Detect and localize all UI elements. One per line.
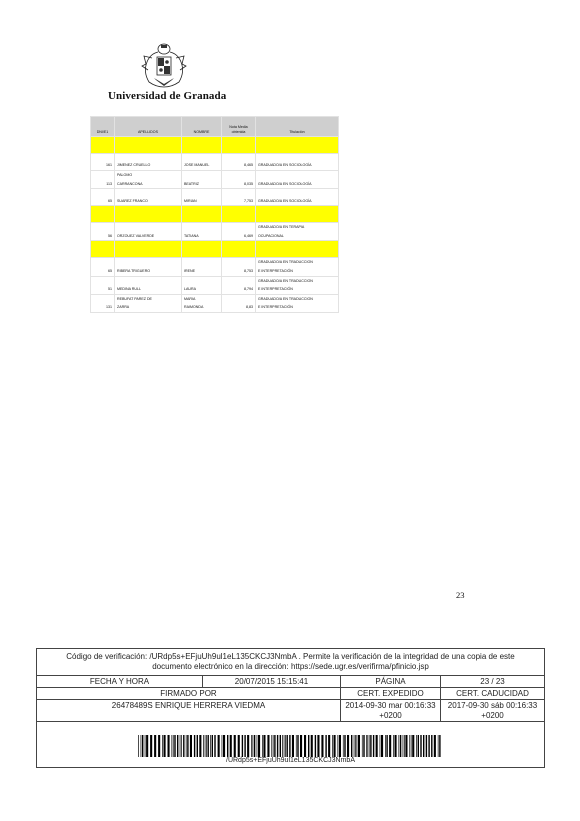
barcode-bar [199, 735, 201, 757]
barcode-bar [168, 735, 170, 757]
cell-titulacion [256, 241, 339, 258]
cell-titulacion-line: GRADUADO/A EN SOCIOLOGÍA [258, 198, 312, 203]
barcode-bar [354, 735, 355, 757]
barcode-bar [438, 735, 439, 757]
barcode-bar [186, 735, 187, 757]
col-nota: Nota Media obtenida [222, 117, 256, 137]
barcode-bar [247, 735, 249, 757]
barcode-bar [409, 735, 410, 757]
barcode-bar [280, 735, 281, 757]
cell-nombre-line: IRENE [184, 268, 195, 273]
barcode-bar [420, 735, 421, 757]
barcode-bar [343, 735, 344, 757]
expedido-value: 2014-09-30 mar 00:16:33 +0200 [341, 700, 441, 722]
barcode-bar [197, 735, 198, 757]
cell-apellidos-line: REBUFAT PAREZ DE [117, 296, 152, 301]
barcode-bar [380, 735, 381, 757]
barcode-bar [187, 735, 188, 757]
cell-apellidos [115, 189, 182, 206]
barcode-bar [321, 735, 323, 757]
cell-titulacion-line: GRADUADO/A EN SOCIOLOGÍA [258, 163, 312, 168]
barcode-bar [203, 735, 204, 757]
barcode-bar [274, 735, 275, 757]
barcode-bar [206, 735, 207, 757]
barcode-bar [181, 735, 182, 757]
barcode-bar [366, 735, 367, 757]
barcode-bar [282, 735, 283, 757]
barcode-bar [400, 735, 401, 757]
highlight-row [91, 241, 339, 258]
cell-nombre-line: TATIANA [184, 233, 199, 238]
cell-apellidos [115, 276, 182, 294]
cell-titulacion-line: E INTERPRETACIÓN [258, 305, 293, 310]
barcode-bar [138, 735, 139, 757]
barcode-bar [180, 735, 181, 757]
barcode-bar [234, 735, 236, 757]
cell-apellidos-line: SUAREZ FRANCO [117, 198, 148, 203]
barcode-bar [389, 735, 391, 757]
cell-nota [222, 258, 256, 276]
barcode-caption: /URdp5s+EFjuUh9ul1eL135CKCJ3NmbA [226, 757, 355, 764]
barcode-bar [362, 735, 363, 757]
cell-nota [222, 223, 256, 241]
barcode-bar [373, 735, 374, 757]
barcode-bar [227, 735, 228, 757]
barcode-bar [405, 735, 407, 757]
barcode-bar [271, 735, 272, 757]
barcode-bar [289, 735, 290, 757]
university-crest-logo [138, 40, 190, 90]
cell-apellidos-line: RIBERA TRIGUERO [117, 268, 151, 273]
barcode-bar [253, 735, 254, 757]
cell-nota-line: 6,469 [244, 233, 253, 238]
barcode-bar [262, 735, 263, 757]
barcode-bar [190, 735, 192, 757]
barcode-bar [251, 735, 252, 757]
cell-nombre [182, 258, 222, 276]
col-titulacion: Titulación [256, 117, 339, 137]
barcode-bar [222, 735, 223, 757]
verification-line-1: Código de verificación: /URdp5s+EFjuUh9ul1eL135CKCJ3NmbA . Permite la verificación de la integridad de una copia de este [66, 652, 515, 661]
barcode-bar [277, 735, 278, 757]
barcode-bar [339, 735, 341, 757]
barcode-bar [141, 735, 142, 757]
cell-nombre [182, 223, 222, 241]
cell-titulacion-line: OCUPACIONAL [258, 233, 284, 238]
barcode-bar [317, 735, 319, 757]
barcode-bar [385, 735, 386, 757]
barcode-bar [287, 735, 288, 757]
cell-dni [91, 137, 115, 154]
cell-apellidos [115, 241, 182, 258]
barcode-bar [411, 735, 412, 757]
barcode-bar [257, 735, 258, 757]
barcode-bar [404, 735, 405, 757]
pagina-value: 23 / 23 [441, 676, 544, 688]
barcode-bar [426, 735, 427, 757]
barcode-bar [399, 735, 400, 757]
barcode-bar [357, 735, 358, 757]
barcode-bar [162, 735, 163, 757]
cell-dni [91, 189, 115, 206]
cell-nota-line: 7,753 [244, 198, 253, 203]
barcode-bar [428, 735, 429, 757]
barcode-bar [267, 735, 269, 757]
barcode-bar [347, 735, 349, 757]
cell-nota [222, 206, 256, 223]
barcode-bar [292, 735, 294, 757]
fecha-label: FECHA Y HORA [37, 676, 203, 688]
barcode-bar [164, 735, 166, 757]
barcode-bar [395, 735, 397, 757]
cell-nota [222, 137, 256, 154]
cell-nota [222, 189, 256, 206]
cell-titulacion [256, 223, 339, 241]
cell-titulacion-line: E INTERPRETACIÓN [258, 287, 293, 292]
cell-titulacion-line: GRADUADO/A EN SOCIOLOGÍA [258, 181, 312, 186]
barcode-bar [328, 735, 330, 757]
cell-nota-line: 8,753 [244, 268, 253, 273]
barcode-bar [418, 735, 419, 757]
barcode-bar [296, 735, 297, 757]
barcode-bar [355, 735, 356, 757]
cell-dni-line: 65 [108, 198, 112, 203]
barcode-bar [332, 735, 333, 757]
barcode-bar [315, 735, 316, 757]
cell-nota [222, 171, 256, 189]
highlight-row [91, 206, 339, 223]
col-nombre: NOMBRE [182, 117, 222, 137]
barcode-bar [254, 735, 255, 757]
cell-nombre [182, 276, 222, 294]
barcode-bar [367, 735, 368, 757]
results-table [90, 116, 339, 313]
cell-dni [91, 241, 115, 258]
barcode-bar [439, 735, 440, 757]
expedido-label: CERT. EXPEDIDO [341, 688, 441, 700]
cell-titulacion [256, 171, 339, 189]
col-dni: DNI/E1 [91, 117, 115, 137]
caducidad-value: 2017-09-30 sáb 00:16:33 +0200 [441, 700, 544, 722]
barcode-bar [300, 735, 302, 757]
cell-titulacion-line: GRADUADO/A EN TRADUCCION [258, 296, 313, 301]
cell-titulacion [256, 206, 339, 223]
cell-nombre [182, 241, 222, 258]
cell-dni-line: 161 [106, 163, 112, 168]
cell-dni [91, 258, 115, 276]
caducidad-label: CERT. CADUCIDAD [441, 688, 544, 700]
page-number: 23 [456, 590, 465, 600]
barcode-bar [145, 735, 146, 757]
cell-titulacion [256, 276, 339, 294]
cell-nombre [182, 154, 222, 171]
barcode-bar [393, 735, 394, 757]
barcode-bar [412, 735, 414, 757]
cell-nota-line: 8,794 [244, 287, 253, 292]
cell-nombre-line: MIRIAN [184, 198, 197, 203]
barcode-bar [172, 735, 173, 757]
cell-nombre-line: JOSE MANUEL [184, 163, 210, 168]
cell-dni-line: 56 [108, 233, 112, 238]
cell-nota-line: 8,465 [244, 163, 253, 168]
cell-nombre-line: BEATRIZ [184, 181, 199, 186]
barcode-bar [358, 735, 360, 757]
cell-nota [222, 276, 256, 294]
barcode-bar [344, 735, 345, 757]
barcode-bar [311, 735, 313, 757]
barcode-bar [238, 735, 240, 757]
barcode-bar [381, 735, 383, 757]
barcode-bar [369, 735, 370, 757]
barcode-bar [423, 735, 424, 757]
barcode-bar [242, 735, 243, 757]
cell-nota-line: 8,83 [246, 305, 253, 310]
barcode-bar [376, 735, 378, 757]
barcode-bar [177, 735, 178, 757]
cell-nombre-line: RAIMONDA [184, 305, 204, 310]
barcode-bar [297, 735, 298, 757]
barcode-bar [304, 735, 306, 757]
cell-titulacion [256, 189, 339, 206]
fecha-value: 20/07/2015 15:15:41 [203, 676, 341, 688]
cell-titulacion-line: GRADUADO/A EN TRADUCCION [258, 278, 313, 283]
cell-nota [222, 294, 256, 312]
cell-apellidos [115, 223, 182, 241]
barcode-bar [212, 735, 213, 757]
cell-apellidos [115, 294, 182, 312]
cell-apellidos [115, 258, 182, 276]
cell-nombre [182, 171, 222, 189]
cell-nombre-line: LAURA [184, 287, 196, 292]
barcode-bar [263, 735, 265, 757]
barcode-bar [416, 735, 417, 757]
verification-text [37, 649, 544, 676]
barcode-bar [230, 735, 232, 757]
cell-dni-line: 51 [108, 287, 112, 292]
table-row [91, 189, 339, 206]
cell-dni-line: 131 [106, 305, 112, 310]
cell-nombre [182, 189, 222, 206]
barcode-bar [150, 735, 152, 757]
barcode-bar [223, 735, 225, 757]
barcode-bar [308, 735, 309, 757]
barcode-bar [218, 735, 220, 757]
cell-titulacion [256, 137, 339, 154]
cell-dni [91, 294, 115, 312]
cell-dni [91, 223, 115, 241]
cell-apellidos-line: PALOMO [117, 173, 133, 177]
barcode-bar [325, 735, 326, 757]
barcode-bar [273, 735, 274, 757]
verification-barcode [138, 735, 442, 757]
barcode-bar [154, 735, 156, 757]
barcode-bar [173, 735, 174, 757]
barcode-bar [285, 735, 286, 757]
signature-footer [36, 648, 545, 768]
barcode-bar [386, 735, 387, 757]
table-row [91, 154, 339, 171]
firmado-label: FIRMADO POR [37, 688, 341, 700]
barcode-bar [434, 735, 436, 757]
barcode-bar [183, 735, 184, 757]
cell-apellidos-line: JIMENEZ CRUELLO [117, 163, 151, 168]
cell-apellidos [115, 154, 182, 171]
table-row [91, 294, 339, 312]
cell-apellidos [115, 171, 182, 189]
barcode-bar [338, 735, 339, 757]
cell-nombre [182, 206, 222, 223]
cell-apellidos-line: ZARRA [117, 305, 130, 310]
col-apellidos: APELLIDOS [115, 117, 182, 137]
cell-dni-line: 113 [106, 181, 112, 186]
cell-nota [222, 241, 256, 258]
barcode-bar [158, 735, 160, 757]
cell-nota-line: 8,035 [244, 181, 253, 186]
table-row [91, 223, 339, 241]
barcode-bar [403, 735, 404, 757]
table-row [91, 171, 339, 189]
barcode-bar [370, 735, 371, 757]
barcode-bar [194, 735, 195, 757]
university-name: Universidad de Granada [108, 90, 227, 102]
verification-line-2: documento electrónico en la dirección: https://sede.ugr.es/verifirma/pfinicio.jsp [152, 661, 429, 671]
cell-apellidos-line: MEDINA RULL [117, 287, 141, 292]
cell-dni-line: 65 [108, 268, 112, 273]
cell-titulacion [256, 258, 339, 276]
highlight-row [91, 137, 339, 154]
cell-dni [91, 171, 115, 189]
cell-nombre [182, 294, 222, 312]
barcode-bar [205, 735, 206, 757]
cell-dni [91, 154, 115, 171]
table-row [91, 276, 339, 294]
barcode-bar [174, 735, 175, 757]
table-header-row [91, 117, 339, 137]
barcode-bar [363, 735, 364, 757]
cell-dni [91, 206, 115, 223]
cell-apellidos-line: ORZOUEZ VALVERDE [117, 233, 155, 238]
barcode-bar [284, 735, 285, 757]
barcode-bar [214, 735, 215, 757]
cell-nota [222, 154, 256, 171]
pagina-label: PÁGINA [341, 676, 441, 688]
table-row [91, 258, 339, 276]
cell-titulacion [256, 154, 339, 171]
cell-apellidos [115, 206, 182, 223]
cell-titulacion-line: GRADUADO/A EN TRADUCCION [258, 260, 313, 265]
cell-nombre-line: MARIA [184, 296, 196, 301]
cell-titulacion-line: GRADUADO/A EN TERAPIA [258, 225, 305, 230]
cell-apellidos [115, 137, 182, 154]
barcode-bar [244, 735, 245, 757]
cell-nombre [182, 137, 222, 154]
barcode-bar [351, 735, 352, 757]
barcode-bar [258, 735, 260, 757]
firmante: 26478489S ENRIQUE HERRERA VIEDMA [37, 700, 341, 722]
barcode-bar [142, 735, 143, 757]
barcode-bar [146, 735, 148, 757]
cell-titulacion-line: E INTERPRETACIÓN [258, 268, 293, 273]
cell-titulacion [256, 294, 339, 312]
cell-apellidos-line: CARRANCONA [117, 181, 143, 186]
barcode-bar [334, 735, 336, 757]
cell-dni [91, 276, 115, 294]
barcode-bar [210, 735, 211, 757]
barcode-bar [431, 735, 432, 757]
barcode-bar [208, 735, 209, 757]
